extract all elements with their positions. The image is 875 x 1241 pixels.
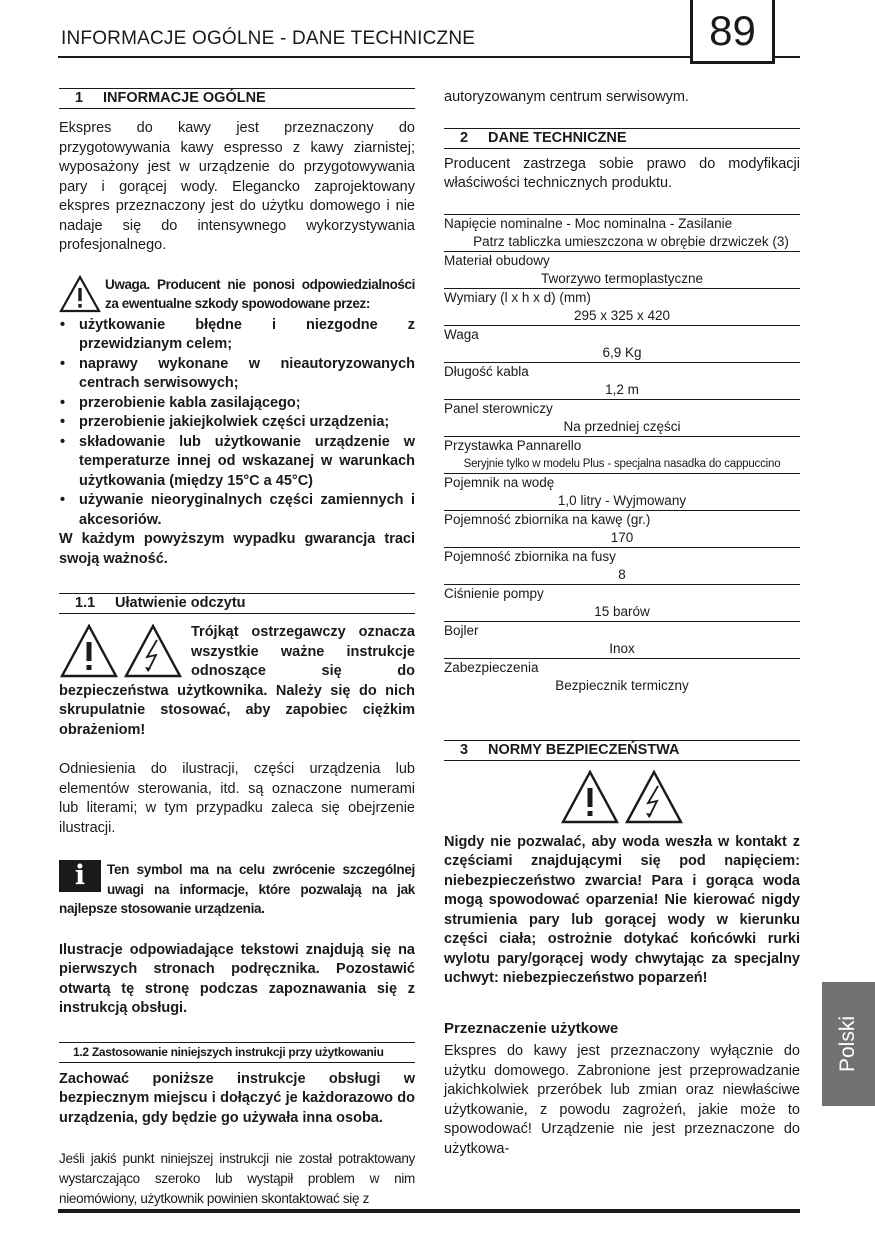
table-row xyxy=(444,399,800,418)
spec-value: Inox xyxy=(609,640,635,656)
contact-text-continued: autoryzowanym centrum serwisowym. xyxy=(444,89,689,105)
table-row xyxy=(444,307,800,326)
section-1-number: 1 xyxy=(75,90,84,106)
section-2-heading xyxy=(444,128,800,149)
header-rule-tail xyxy=(775,56,800,58)
table-row xyxy=(444,566,800,585)
info-icon: i xyxy=(59,860,101,892)
table-row xyxy=(444,233,800,252)
warning-triangle-icon xyxy=(59,623,119,679)
list-item: • składowanie lub użytkowanie urządzenie w temperaturze innej od wskazanej w warunkach użytkowania (między 15°C a 45°C) xyxy=(59,433,415,492)
technical-data-table xyxy=(444,214,800,695)
list-item: • używanie nieoryginalnych części zamiennych i akcesoriów. xyxy=(59,491,415,530)
safety-icons xyxy=(59,623,187,681)
spec-value: 295 x 325 x 420 xyxy=(573,307,671,323)
danger-icons xyxy=(444,769,800,827)
spec-value: 170 xyxy=(610,529,634,545)
section-2-title: DANE TECHNICZNE xyxy=(488,129,627,146)
table-row xyxy=(444,436,800,455)
spec-value: 6,9 Kg xyxy=(602,344,642,360)
spec-label: Pojemność zbiornika na fusy xyxy=(444,547,800,566)
right-column xyxy=(444,88,800,1159)
spec-label: Pojemnik na wodę xyxy=(444,473,800,492)
spec-value: 15 barów xyxy=(594,603,650,619)
table-row xyxy=(444,325,800,344)
table-row xyxy=(444,418,800,437)
table-row xyxy=(444,214,800,233)
table-row xyxy=(444,344,800,363)
section-3-number: 3 xyxy=(460,741,469,758)
spec-label: Przystawka Pannarello xyxy=(444,436,800,455)
page-header-title: INFORMACJE OGÓLNE - DANE TECHNICZNE xyxy=(61,28,476,49)
info-note-block xyxy=(59,860,415,919)
usage-text: Ekspres do kawy jest przeznaczony wyłącznie do użytku domowego. Zabronione jest przeprowadzanie jakichkolwiek przeróbek lub zmian oraz niewłaściwe użytkowanie, z powodu zagrożeń, jakie może to spowodować! Urządzenie nie jest przeznaczone do użytkowa- xyxy=(444,1043,800,1157)
electric-shock-icon xyxy=(624,769,684,825)
table-row xyxy=(444,603,800,622)
spec-label: Materiał obudowy xyxy=(444,251,800,270)
info-note-text: Ten symbol ma na celu zwrócenie szczególnej uwagi na informacje, które pozwalają na jak najlepsze stosowanie urządzenia. xyxy=(59,862,415,916)
electric-shock-icon xyxy=(123,623,183,679)
spec-label: Wymiary (l x h x d) (mm) xyxy=(444,288,800,307)
spec-value: Patrz tabliczka umieszczona w obrębie drzwiczek (3) xyxy=(473,233,789,249)
section-1-2-heading: 1.2 Zastosowanie niniejszych instrukcji przy użytkowaniu xyxy=(59,1042,415,1063)
table-row xyxy=(444,640,800,659)
warning-lead: Uwaga. Producent nie ponosi odpowiedzialności za ewentualne szkody spowodowane przez: xyxy=(105,276,415,311)
spec-value: 1,2 m xyxy=(605,381,639,397)
table-row xyxy=(444,455,800,474)
section-3-heading xyxy=(444,740,800,761)
list-item: • użytkowanie błędne i niezgodne z przewidzianym celem; xyxy=(59,316,415,355)
warning-triangle-icon xyxy=(59,275,101,313)
section-3-title: NORMY BEZPIECZEŃSTWA xyxy=(488,741,680,758)
footer-rule xyxy=(58,1209,800,1213)
contact-text: Jeśli jakiś punkt niniejszej instrukcji nie został potraktowany wystarczająco szeroko lub wystąpił problem w nim nieomówiony, użytkownik powinien skontaktować się z xyxy=(59,1151,415,1206)
spec-value: Na przedniej części xyxy=(563,418,681,434)
spec-label: Bojler xyxy=(444,621,800,640)
spec-value: Tworzywo termoplastyczne xyxy=(540,270,704,286)
header-rule xyxy=(58,56,690,58)
left-column xyxy=(59,88,415,1209)
language-tab-label: Polski xyxy=(836,1015,860,1073)
table-row xyxy=(444,473,800,492)
spec-label: Panel sterowniczy xyxy=(444,399,800,418)
spec-label: Długość kabla xyxy=(444,362,800,381)
spec-value: Seryjnie tylko w modelu Plus - specjalna nasadka do cappuccino xyxy=(463,457,781,470)
table-row xyxy=(444,362,800,381)
warranty-note: W każdym powyższym wypadku gwarancja traci swoją ważność. xyxy=(59,531,415,567)
list-item: • przerobienie jakiejkolwiek części urządzenia; xyxy=(59,413,415,433)
table-row xyxy=(444,584,800,603)
danger-text: Nigdy nie pozwalać, aby woda weszła w kontakt z częściami znajdującymi się pod napięciem: niebezpieczeństwo zwarcia! Para i gorąca woda mogą spowodować oparzenia! Nie kierować nigdy strumienia pary lub gorącej wody w kierunku części ciała; ostrożnie dotykać końcówki rurki wylotu pary/gorącej wody chwytając za specjalny uchwyt: niebezpieczeństwo poparzeń! xyxy=(444,833,800,986)
section-1-heading xyxy=(59,88,415,109)
table-row xyxy=(444,251,800,270)
language-tab xyxy=(822,982,875,1106)
section-1-1-number: 1.1 xyxy=(75,595,96,611)
table-row xyxy=(444,510,800,529)
spec-label: Pojemność zbiornika na kawę (gr.) xyxy=(444,510,800,529)
warning-triangle-icon xyxy=(560,769,620,825)
spec-label: Waga xyxy=(444,325,800,344)
table-row xyxy=(444,492,800,511)
table-row xyxy=(444,381,800,400)
spec-value: 1,0 litry - Wyjmowany xyxy=(557,492,687,508)
table-row xyxy=(444,270,800,289)
section-1-1-heading xyxy=(59,593,415,614)
section-2-intro: Producent zastrzega sobie prawo do modyfikacji właściwości technicznych produktu. xyxy=(444,155,800,191)
safety-note-text: Trójkąt ostrzegawczy oznacza wszystkie ważne instrukcje odnoszące się do bezpieczeństwa użytkownika. Należy się do nich skrupulatnie stosować, aby zapobiec ciężkim obrażeniom! xyxy=(59,624,415,738)
section-2-number: 2 xyxy=(460,129,469,146)
spec-value: 8 xyxy=(618,566,626,582)
table-row xyxy=(444,288,800,307)
keep-instructions-text: Zachować poniższe instrukcje obsługi w bezpiecznym miejscu i dołączyć je każdorazowo do urządzenia, gdy będzie go używała inna osoba. xyxy=(59,1070,415,1126)
page-number: 89 xyxy=(690,0,775,64)
section-1-1-title: Ułatwienie odczytu xyxy=(115,595,246,611)
table-row xyxy=(444,547,800,566)
spec-label: Zabezpieczenia xyxy=(444,658,800,677)
usage-title: Przeznaczenie użytkowe xyxy=(444,1019,619,1037)
spec-label: Ciśnienie pompy xyxy=(444,584,800,603)
liability-list xyxy=(59,316,415,531)
table-row xyxy=(444,677,800,695)
section-1-title: INFORMACJE OGÓLNE xyxy=(103,90,266,106)
table-row xyxy=(444,621,800,640)
section-1-intro: Ekspres do kawy jest przeznaczony do przygotowywania kawy espresso z kawy ziarnistej; wyposażony jest w urządzenie do przygotowywania pary i gorącej wody. Elegancko zaprojektowany ekspres przeznaczony jest do użytku domowego i nie nadaje się do intensywnego wykorzystywania profesjonalnego. xyxy=(59,120,415,253)
list-item: • przerobienie kabla zasilającego; xyxy=(59,394,415,414)
spec-label: Napięcie nominalne - Moc nominalna - Zasilanie xyxy=(444,214,800,233)
references-text: Odniesienia do ilustracji, części urządzenia lub elementów sterowania, itd. są oznaczone numerami lub literami; w tym przypadku zaleca się obejrzenie ilustracji. xyxy=(59,761,415,836)
table-row xyxy=(444,658,800,677)
warning-block xyxy=(59,275,415,314)
table-row xyxy=(444,529,800,548)
safety-note-block xyxy=(59,623,415,740)
spec-value: Bezpiecznik termiczny xyxy=(555,677,689,693)
illustrations-note: Ilustracje odpowiadające tekstowi znajdują się na pierwszych stronach podręcznika. Pozostawić otwartą tę stronę podczas zapoznawania się z instrukcją obsługi. xyxy=(59,941,415,1016)
list-item: • naprawy wykonane w nieautoryzowanych centrach serwisowych; xyxy=(59,355,415,394)
